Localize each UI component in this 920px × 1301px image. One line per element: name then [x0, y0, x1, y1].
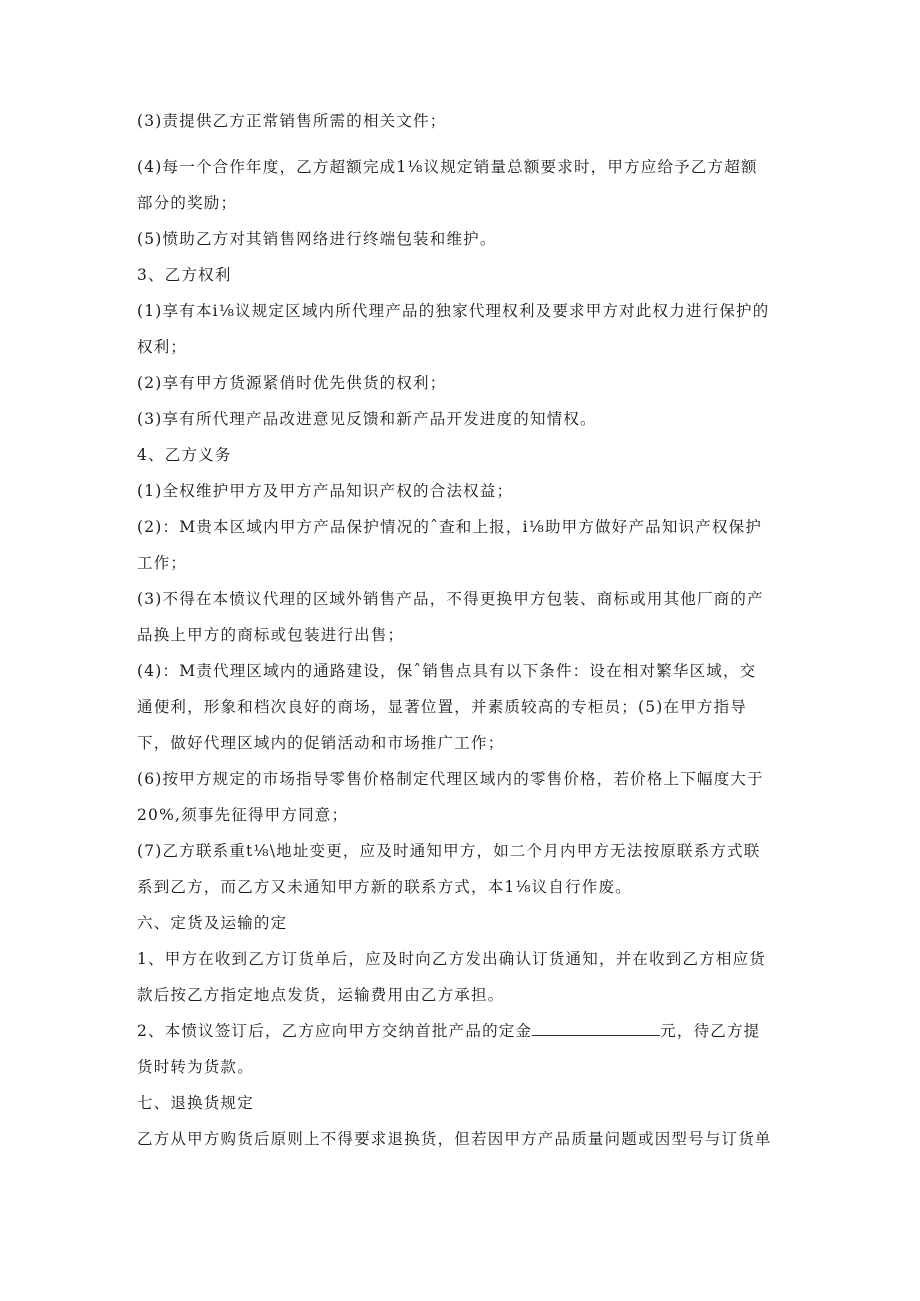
- paragraph-p2: [137, 149, 787, 221]
- text-line: 权利；: [137, 338, 188, 356]
- text-line: 3、乙方权利: [137, 266, 232, 284]
- text-line: (4)每一个合作年度，乙方超额完成1⅛议规定销量总额要求时，甲方应给予乙方超额: [137, 158, 758, 176]
- paragraph-p10: [137, 509, 787, 581]
- document-body: [137, 103, 787, 1157]
- text-line: 品换上甲方的商标或包装进行出售；: [137, 626, 405, 644]
- text-line: 下，做好代理区域内的促销活动和市场推广工作；: [137, 734, 505, 752]
- text-line: 七、退换货规定: [137, 1094, 254, 1112]
- text-line: (2)：M贵本区域内甲方产品保护情况的ˆ查和上报，i⅛助甲方做好产品知识产权保护: [137, 518, 763, 536]
- paragraph-p13: [137, 761, 787, 833]
- text-line: 1、甲方在收到乙方订货单后，应及时向乙方发出确认订货通知，并在收到乙方相应货: [137, 950, 766, 968]
- text-line: 4、乙方义务: [137, 446, 232, 464]
- paragraph-deposit: [137, 1013, 787, 1085]
- deposit-amount-blank: [532, 1021, 660, 1036]
- deposit-text-before: 2、本愤议签订后，乙方应向甲方交纳首批产品的定金: [137, 1022, 533, 1040]
- text-line: (3)责提供乙方正常销售所需的相关文件；: [137, 112, 447, 130]
- text-line: (1)享有本i⅛议规定区域内所代理产品的独家代理权利及要求甲方对此权力进行保护的: [137, 302, 770, 320]
- text-line: (6)按甲方规定的市场指导零售价格制定代理区域内的零售价格，若价格上下幅度大于: [137, 770, 764, 788]
- paragraph-p11: [137, 581, 787, 653]
- paragraph-p9: [137, 473, 787, 509]
- text-line: 乙方从甲方购货后原则上不得要求退换货，但若因甲方产品质量问题或因型号与订货单: [137, 1130, 772, 1148]
- text-line: (4)：M责代理区域内的通路建设，保ˆ销售点具有以下条件：设在相对繁华区域，交: [137, 662, 757, 680]
- text-line: 六、定货及运输的定: [137, 914, 288, 932]
- paragraph-p14: [137, 833, 787, 905]
- text-line: 工作；: [137, 554, 188, 572]
- text-line: (5)愤助乙方对其销售网络进行终端包装和维护。: [137, 230, 497, 248]
- text-line: (3)享有所代理产品改进意见反馈和新产品开发进度的知情权。: [137, 410, 597, 428]
- text-line: 通便利，形象和档次良好的商场，显著位置，并素质较高的专柜员；(5)在甲方指导: [137, 698, 748, 716]
- paragraph-p3: [137, 221, 787, 257]
- text-line: 部分的奖励；: [137, 194, 238, 212]
- section-heading-party-b-rights: [137, 257, 787, 293]
- paragraph-p16: [137, 941, 787, 1013]
- text-line: 系到乙方，而乙方又未通知甲方新的联系方式，本1⅛议自行作废。: [137, 878, 632, 896]
- text-line: (1)全权维护甲方及甲方产品知识产权的合法权益；: [137, 482, 514, 500]
- text-line: (3)不得在本愤议代理的区域外销售产品，不得更换甲方包装、商标或用其他厂商的产: [137, 590, 764, 608]
- paragraph-p19: [137, 1121, 787, 1157]
- paragraph-p5: [137, 293, 787, 365]
- text-line: 款后按乙方指定地点发货，运输费用由乙方承担。: [137, 986, 505, 1004]
- text-line: 20%,须事先征得甲方同意；: [137, 806, 349, 824]
- paragraph-p6: [137, 365, 787, 401]
- paragraph-p7: [137, 401, 787, 437]
- section-heading-party-b-obligations: [137, 437, 787, 473]
- paragraph-p12: [137, 653, 787, 761]
- text-line: 货时转为货款。: [137, 1058, 254, 1076]
- section-heading-ordering-transport: [137, 905, 787, 941]
- deposit-text-after: 元，待乙方提: [660, 1022, 761, 1040]
- text-line: (2)享有甲方货源紧俏时优先供货的权利；: [137, 374, 447, 392]
- text-line: (7)乙方联系重t⅛\地址变更，应及时通知甲方，如二个月内甲方无法按原联系方式联: [137, 842, 761, 860]
- paragraph-p1: [137, 103, 787, 139]
- section-heading-returns: [137, 1085, 787, 1121]
- text-line: [137, 1013, 787, 1049]
